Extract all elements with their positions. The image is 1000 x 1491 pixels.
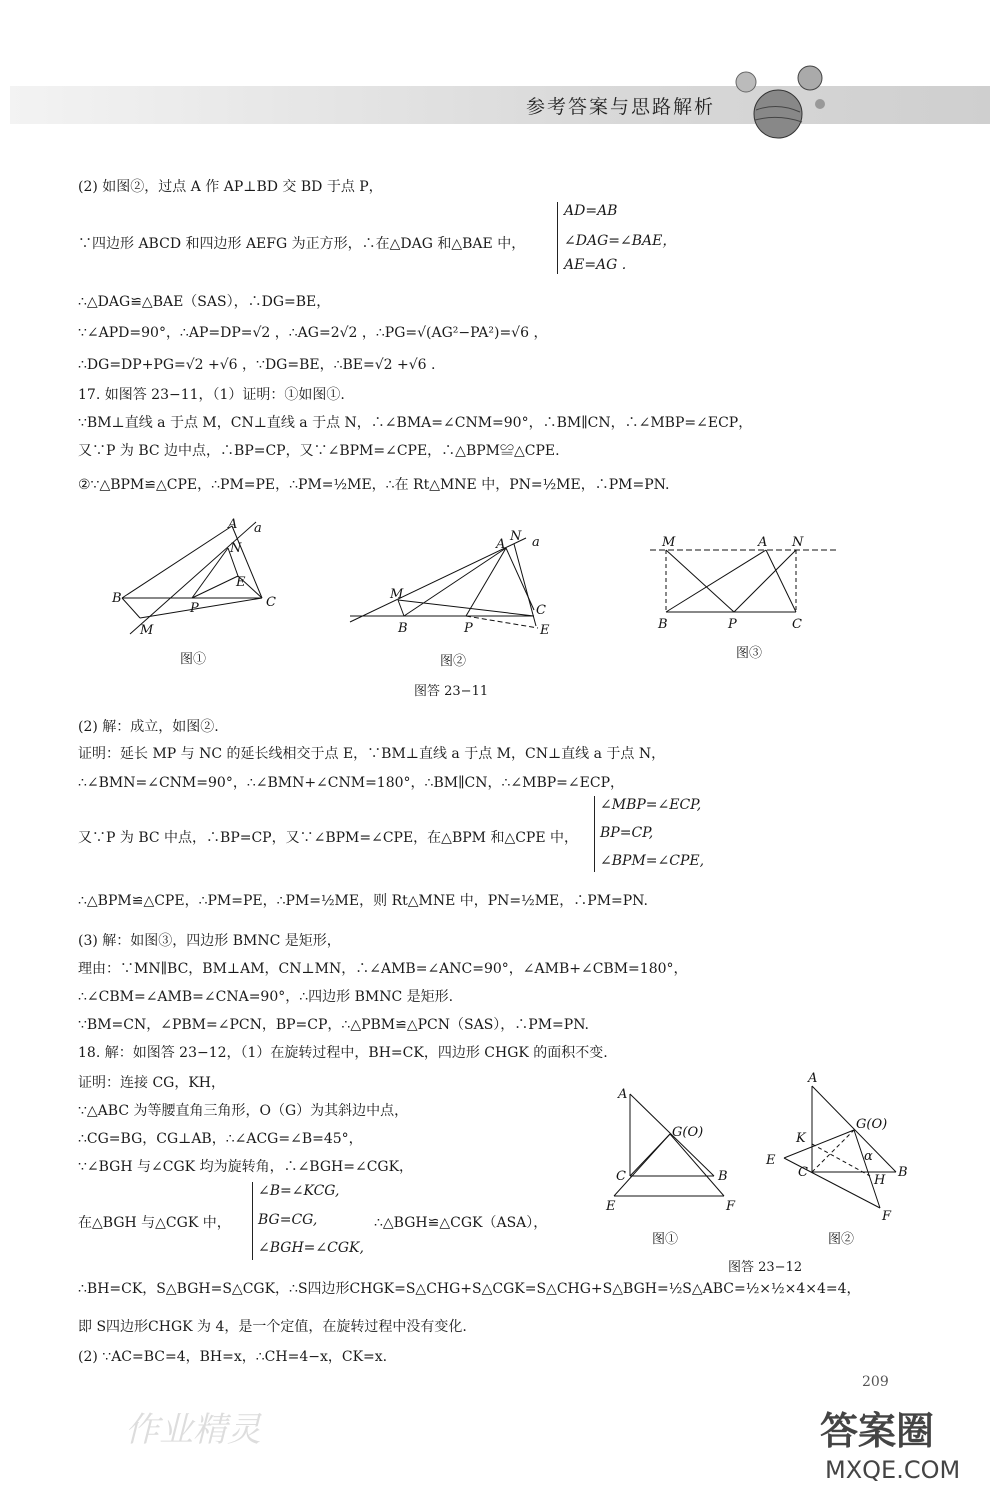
text-line: 又∵P 为 BC 中点，∴BP=CP，又∵∠BPM=∠CPE，在△BPM 和△CPE 中， [78,830,579,846]
text-line: ∵BM⊥直线 a 于点 M，CN⊥直线 a 于点 N，∴∠BMA=∠CNM=90°，∴BM∥CN，∴∠MBP=∠ECP， [78,415,753,431]
text-line: ∴DG=DP+PG=√2 +√6 ，∵DG=BE，∴BE=√2 +√6 . [78,357,436,373]
text-line: (2) 解：成立，如图②. [78,719,219,735]
text-line: ∵BM=CN，∠PBM=∠PCN，BP=CP，∴△PBM≌△PCN（SAS），∴PM=PN. [78,1017,590,1033]
subfigure-caption: 图③ [736,646,763,661]
brace-line: AD=AB [564,203,618,219]
text-line: ∴∠BMN=∠CNM=90°，∴∠BMN+∠CNM=180°，∴BM∥CN，∴∠MBP=∠ECP， [78,775,624,791]
svg-text:C: C [798,1165,808,1180]
brace [252,1182,253,1260]
svg-text:F: F [726,1199,736,1214]
text-line: ∴CG=BG，CG⊥AB，∴∠ACG=∠B=45°， [78,1131,363,1147]
brace [557,202,558,274]
svg-text:A: A [808,1072,818,1086]
svg-text:C: C [616,1169,626,1184]
brace [594,796,595,872]
svg-text:N: N [510,530,522,544]
svg-text:A: A [758,535,768,550]
text-line: ∴△DAG≌△BAE（SAS），∴DG=BE， [78,294,331,310]
svg-text:G(O): G(O) [672,1125,704,1140]
brace-line: ∠B=∠KCG, [258,1183,340,1199]
text-line: (2) ∵AC=BC=4，BH=x，∴CH=4−x，CK=x. [78,1349,388,1365]
svg-text:M: M [140,623,154,638]
svg-text:B: B [718,1169,728,1184]
figure-caption: 图答 23−11 [414,684,489,699]
svg-text:G(O): G(O) [856,1117,888,1132]
svg-text:N: N [230,541,242,556]
text-line: 又∵P 为 BC 边中点，∴BP=CP，又∵∠BPM=∠CPE，∴△BPM≌△CPE. [78,443,560,459]
brace-line: BG=CG, [258,1212,318,1228]
text-line: ∵△ABC 为等腰直角三角形，O（G）为其斜边中点， [78,1103,409,1119]
svg-text:K: K [796,1131,806,1146]
brace-line: BP=CP, [600,825,654,841]
text-line: (2) 如图②，过点 A 作 AP⊥BD 交 BD 于点 P， [78,179,383,195]
text-line: ∵四边形 ABCD 和四边形 AEFG 为正方形，∴在△DAG 和△BAE 中， [78,236,526,252]
svg-text:A: A [228,517,238,532]
svg-text:B: B [112,591,122,606]
svg-text:M: M [390,587,404,602]
page-header-band [10,86,990,124]
text-line: 17. 如图答 23−11，（1）证明：①如图①. [78,387,345,403]
svg-text:P: P [728,617,737,632]
text-line: 在△BGH 与△CGK 中， [78,1215,231,1231]
figure-23-12-2 [760,1072,910,1222]
text-line: ②∵△BPM≌△CPE，∴PM=PE，∴PM=½ME，∴在 Rt△MNE 中，PN=½ME，∴PM=PN. [78,477,670,493]
svg-text:P: P [464,621,473,636]
svg-text:C: C [792,617,802,632]
watermark-faint: 作业精灵 [125,1410,261,1450]
page-number: 209 [862,1374,889,1390]
header-title: 参考答案与思路解析 [525,96,715,118]
svg-text:M: M [662,535,676,550]
subfigure-caption: 图① [180,652,207,667]
brace-line: ∠BGH=∠CGK, [258,1240,364,1256]
svg-text:E: E [540,623,550,638]
svg-text:B: B [398,621,408,636]
subfigure-caption: 图① [652,1232,679,1247]
svg-text:C: C [266,595,276,610]
text-line: 即 S四边形CHGK 为 4，是一个定值，在旋转过程中没有变化. [78,1319,467,1335]
svg-text:N: N [792,535,804,550]
text-line: ∵∠APD=90°，∴AP=DP=√2 ，∴AG=2√2 ，∴PG=√(AG²−PA²)=√6 ， [78,325,548,341]
svg-text:a: a [254,521,262,536]
planets-icon [728,62,828,152]
figure-caption: 图答 23−12 [728,1260,803,1275]
watermark-url: MXQE.COM [825,1456,961,1484]
brace-line: ∠DAG=∠BAE， [564,233,677,249]
svg-text:E: E [236,575,246,590]
svg-text:P: P [190,601,199,616]
svg-text:B: B [658,617,668,632]
svg-text:α: α [864,1149,873,1164]
text-line: ∴∠CBM=∠AMB=∠CNA=90°，∴四边形 BMNC 是矩形. [78,989,454,1005]
svg-text:E: E [766,1153,776,1168]
text-line: 证明：延长 MP 与 NC 的延长线相交于点 E，∵BM⊥直线 a 于点 M，CN⊥直线 a 于点 N， [78,746,666,762]
svg-text:E: E [606,1199,616,1214]
brace-line: ∠MBP=∠ECP, [600,797,702,813]
svg-text:a: a [532,535,540,550]
subfigure-caption: 图② [440,654,467,669]
text-line: ∴△BGH≌△CGK（ASA）， [374,1215,548,1231]
svg-text:C: C [536,603,546,618]
text-line: 18. 解：如图答 23−12，（1）在旋转过程中，BH=CK，四边形 CHGK 的面积不变. [78,1045,608,1061]
brace-line: ∠BPM=∠CPE, [600,853,705,869]
text-line: 证明：连接 CG，KH， [78,1075,226,1091]
svg-text:A: A [618,1088,628,1102]
svg-text:H: H [874,1173,886,1188]
svg-text:B: B [898,1165,908,1180]
text-line: (3) 解：如图③，四边形 BMNC 是矩形， [78,933,341,949]
text-line: ∵∠BGH 与∠CGK 均为旋转角，∴∠BGH=∠CGK， [78,1159,414,1175]
text-line: ∴△BPM≌△CPE，∴PM=PE，∴PM=½ME，则 Rt△MNE 中，PN=½ME，∴PM=PN. [78,893,648,909]
figure-23-11-1 [108,514,278,639]
figure-23-11-2 [346,530,566,640]
text-line: 理由：∵MN∥BC，BM⊥AM，CN⊥MN，∴∠AMB=∠ANC=90°，∠AMB+∠CBM=180°， [78,961,688,977]
figure-23-11-3 [650,530,840,635]
brace-line: AE=AG . [564,257,627,273]
svg-text:F: F [882,1209,892,1222]
figure-23-12-1 [600,1088,750,1216]
text-line: ∴BH=CK，S△BGH=S△CGK，∴S四边形CHGK=S△CHG+S△CGK=S△CHG+S△BGH=½S△ABC=½×½×4×4=4， [78,1281,861,1297]
svg-text:A: A [496,537,506,552]
watermark-logo: 答案圈 [820,1409,935,1453]
subfigure-caption: 图② [828,1232,855,1247]
